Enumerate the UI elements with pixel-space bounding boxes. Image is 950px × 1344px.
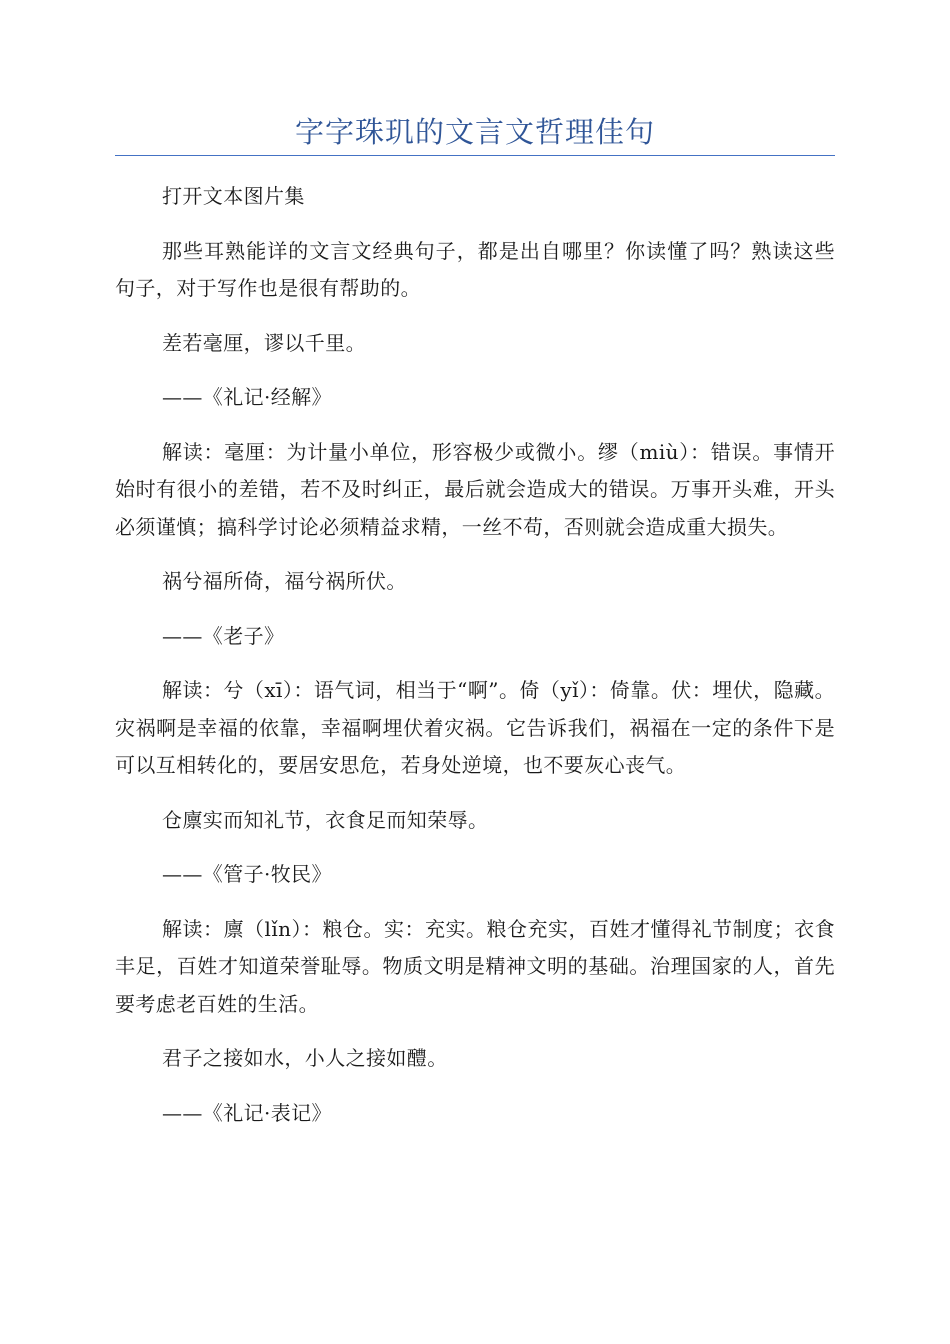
document-title: 字字珠玑的文言文哲理佳句	[294, 115, 655, 149]
quote-interpretation: 解读：兮（xī）：语气词，相当于“啊”。倚（yǐ）：倚靠。伏：埋伏，隐藏。灾祸啊是幸福的依靠，幸福啊埋伏着灾祸。它告诉我们，祸福在一定的条件下是可以互相转化的，要居安思危，若身处逆境，也不要灰心丧气。	[115, 678, 835, 777]
quote-interpretation: 解读：毫厘：为计量小单位，形容极少或微小。缪（miù）：错误。事情开始时有很小的差错，若不及时纠正，最后就会造成大的错误。万事开头难，开头必须谨慎；搞科学讨论必须精益求精，一丝不苟，否则就会造成重大损失。	[115, 439, 835, 539]
quote-source: ——《礼记·经解》	[162, 385, 332, 409]
quote-text: 仓廪实而知礼节，衣食足而知荣辱。	[162, 807, 489, 832]
quote-source: ——《管子·牧民》	[162, 862, 332, 886]
quote-text: 差若毫厘，谬以千里。	[162, 330, 366, 355]
document-page	[115, 0, 835, 1149]
paragraph-image-collection-link: 打开文本图片集	[162, 184, 305, 208]
title-underline	[115, 155, 835, 156]
quote-source: ——《礼记·表记》	[162, 1100, 332, 1125]
quote-source: ——《老子》	[162, 623, 285, 648]
paragraph-intro: 那些耳熟能详的文言文经典句子，都是出自哪里？你读懂了吗？熟读这些句子，对于写作也是很有帮助的。	[115, 238, 835, 300]
quote-text: 君子之接如水，小人之接如醴。	[162, 1046, 448, 1070]
document-body	[115, 178, 835, 1132]
quote-text: 祸兮福所倚，福兮祸所伏。	[162, 569, 407, 593]
quote-interpretation: 解读：廪（lǐn）：粮仓。实：充实。粮仓充实，百姓才懂得礼节制度；衣食丰足，百姓才知道荣誉耻辱。物质文明是精神文明的基础。治理国家的人，首先要考虑老百姓的生活。	[115, 916, 835, 1016]
